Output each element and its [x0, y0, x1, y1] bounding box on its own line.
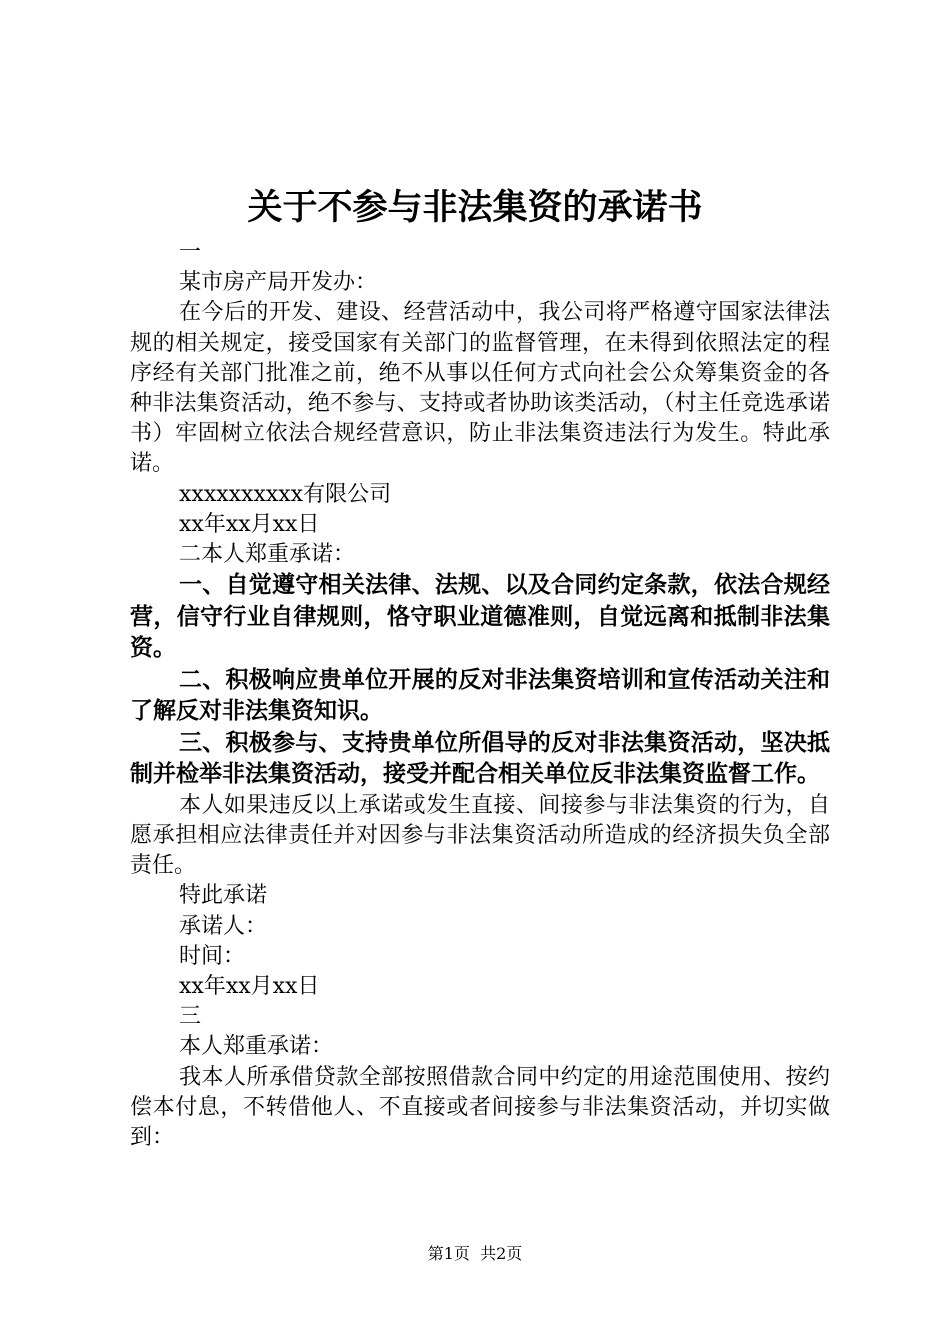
paragraph-liability: 本人如果违反以上承诺或发生直接、间接参与非法集资的行为，自愿承担相应法律责任并对因参与非法集资活动所造成的经济损失负全部责任。: [130, 792, 830, 879]
paragraph-personal-date: xx年xx月xx日: [179, 973, 320, 999]
page-total: 共2页: [480, 1244, 523, 1263]
paragraph-pledge-item-2: 二、积极响应贵单位开展的反对非法集资培训和宣传活动关注和了解反对非法集资知识。: [130, 666, 830, 725]
document-body: [130, 238, 830, 1153]
paragraph-hereby-pledge: 特此承诺: [179, 883, 268, 909]
paragraph-loan-pledge: 我本人所承借贷款全部按照借款合同中约定的用途范围使用、按约偿本付息，不转借他人、不直接或者间接参与非法集资活动，并切实做到：: [130, 1064, 830, 1150]
paragraph-section-three-heading: 本人郑重承诺：: [179, 1034, 334, 1060]
paragraph-company-name: xxxxxxxxxx有限公司: [179, 481, 392, 507]
paragraph-pledge-item-3: 三、积极参与、支持贵单位所倡导的反对非法集资活动，坚决抵制并检举非法集资活动，接受并配合相关单位反非法集资监督工作。: [130, 729, 830, 788]
paragraph-addressee: 某市房产局开发办：: [179, 270, 378, 296]
page-footer: [0, 1243, 950, 1265]
paragraph-pledge-item-1: 一、自觉遵守相关法律、法规、以及合同约定条款，依法合规经营，信守行业自律规则，恪守职业道德准则，自觉远离和抵制非法集资。: [130, 572, 830, 662]
paragraph-section-three-marker: 三: [179, 1004, 202, 1030]
paragraph-pledger: 承诺人：: [179, 913, 268, 939]
paragraph-company-pledge: 在今后的开发、建设、经营活动中，我公司将严格遵守国家法律法规的相关规定，接受国家有关部门的监督管理，在未得到依照法定的程序经有关部门批准之前，绝不从事以任何方式向社会公众筹集资金的各种非法集资活动，绝不参与、支持或者协助该类活动，（村主任竞选承诺书）牢固树立依法合规经营意识，防止非法集资违法行为发生。特此承诺。: [130, 300, 830, 477]
paragraph-company-date: xx年xx月xx日: [179, 511, 320, 537]
paragraph-time: 时间：: [179, 943, 246, 969]
document-title: 关于不参与非法集资的承诺书: [247, 188, 703, 228]
paragraph-section-one-marker: 一: [179, 240, 202, 265]
paragraph-section-two-heading: 二本人郑重承诺：: [179, 542, 356, 568]
page-number: 第1页: [427, 1244, 470, 1263]
